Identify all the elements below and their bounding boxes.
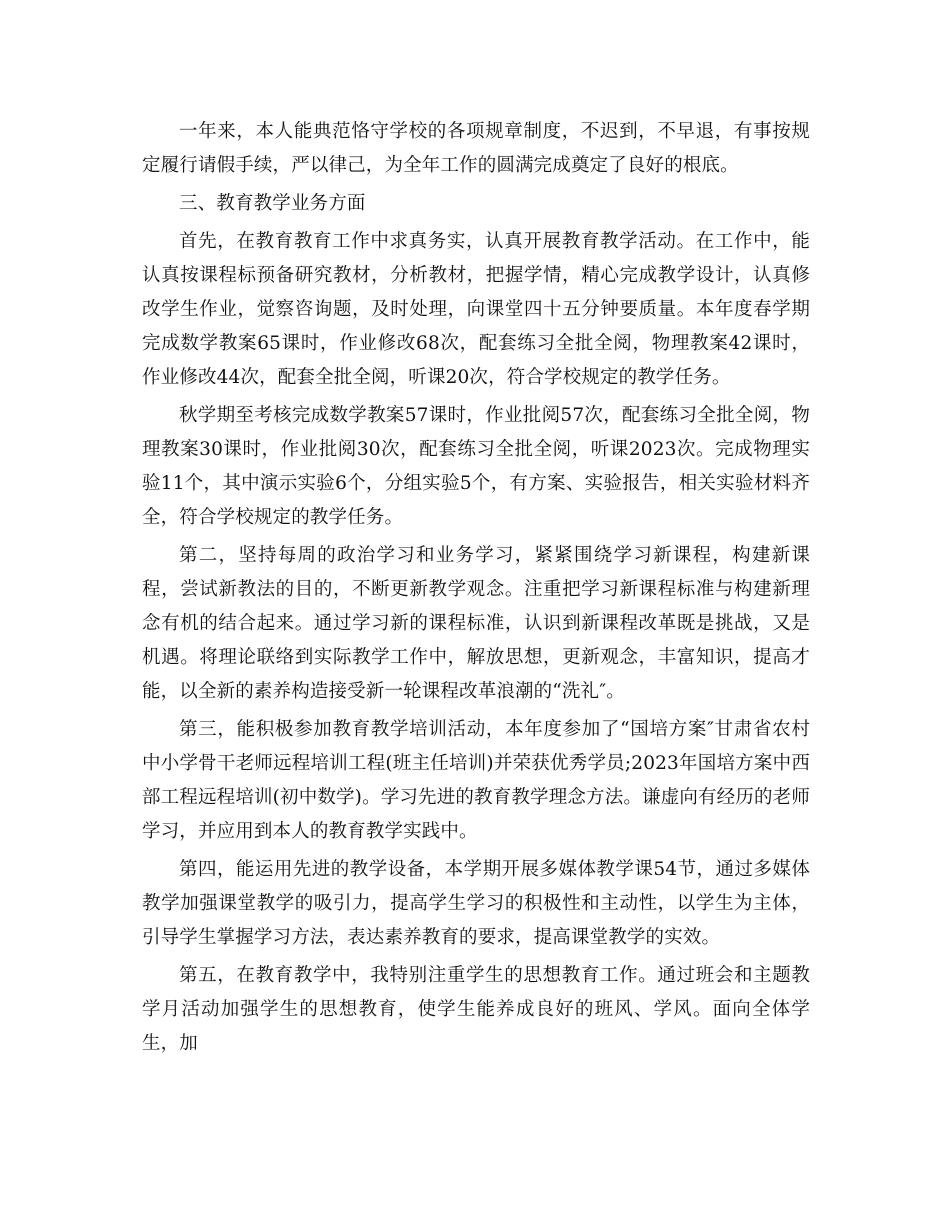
paragraph-fifth: 第五，在教育教学中，我特别注重学生的思想教育工作。通过班会和主题教学月活动加强学生的思想教育，使学生能养成良好的班风、学风。面向全体学生，加 <box>142 965 810 1054</box>
section-heading-teaching: 三、教育教学业务方面 <box>179 193 366 214</box>
paragraph-second: 第二，坚持每周的政治学习和业务学习，紧紧围绕学习新课程，构建新课程，尝试新教法的目的，不断更新教学观念。注重把学习新课程标准与构建新理念有机的结合起来。通过学习新的课程标准，认识到新课程改革既是挑战，又是机遇。将理论联络到实际教学工作中，解放思想，更新观念，丰富知识，提高才能，以全新的素养构造接受新一轮课程改革浪潮的“洗礼″。 <box>142 545 810 702</box>
paragraph-autumn-term: 秋学期至考核完成数学教案57课时，作业批阅57次，配套练习全批全阅，物理教案30课时，作业批阅30次，配套练习全批全阅，听课2023次。完成物理实验11个，其中演示实验6个，分组实验5个，有方案、实验报告，相关实验材料齐全，符合学校规定的教学任务。 <box>142 405 810 528</box>
paragraph-first: 首先，在教育教育工作中求真务实，认真开展教育教学活动。在工作中，能认真按课程标预备研究教材，分析教材，把握学情，精心完成教学设计，认真修改学生作业，觉察咨询题，及时处理，向课堂四十五分钟要质量。本年度春学期完成数学教案65课时，作业修改68次，配套练习全批全阅，物理教案42课时，作业修改44次，配套全批全阅，听课20次，符合学校规定的教学任务。 <box>142 231 810 388</box>
paragraph-fourth: 第四，能运用先进的教学设备，本学期开展多媒体教学课54节，通过多媒体教学加强课堂教学的吸引力，提高学生学习的积极性和主动性，以学生为主体，引导学生掌握学习方法，表达素养教育的要求，提高课堂教学的实效。 <box>142 859 810 948</box>
paragraph-third: 第三，能积极参加教育教学培训活动，本年度参加了“国培方案″甘肃省农村中小学骨干老师远程培训工程(班主任培训)并荣获优秀学员;2023年国培方案中西部工程远程培训(初中数学)。学习先进的教育教学理念方法。谦虚向有经历的老师学习，并应用到本人的教育教学实践中。 <box>142 719 810 842</box>
document-body <box>142 115 810 1065</box>
paragraph-discipline: 一年来，本人能典范恪守学校的各项规章制度，不迟到，不早退，有事按规定履行请假手续，严以律己，为全年工作的圆满完成奠定了良好的根底。 <box>142 121 810 176</box>
